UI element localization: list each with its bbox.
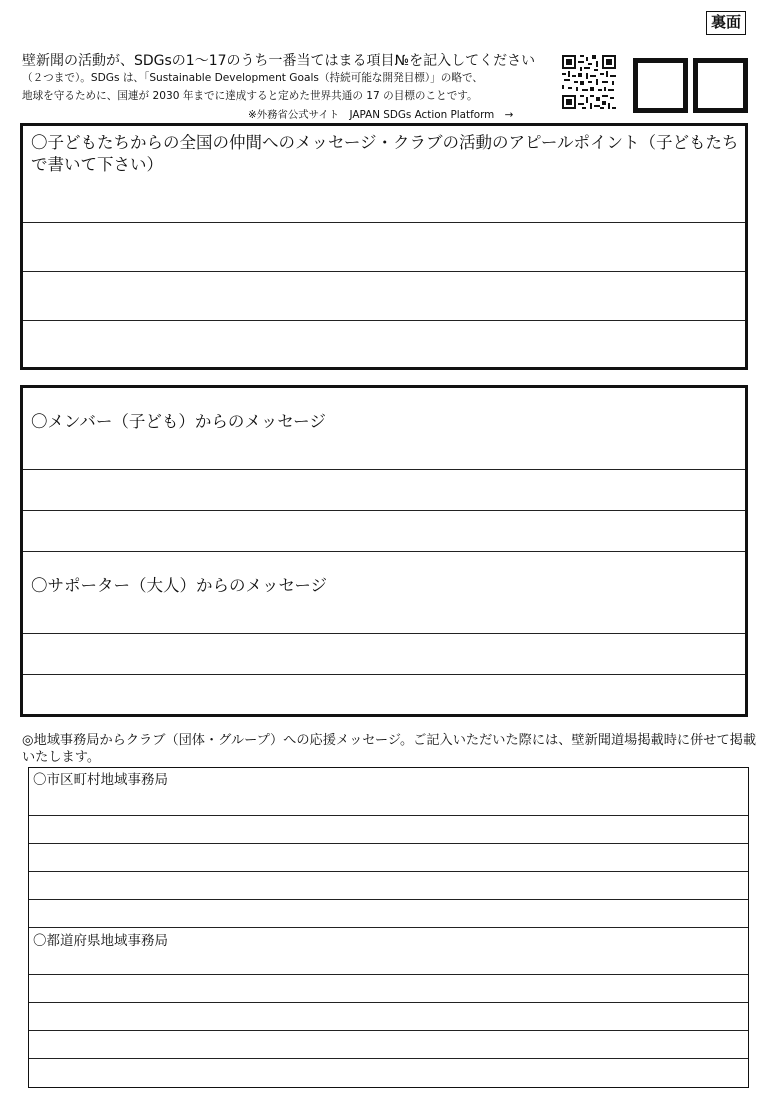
writing-line[interactable] (29, 843, 748, 844)
writing-line[interactable] (23, 469, 745, 470)
writing-line[interactable] (29, 815, 748, 816)
writing-line[interactable] (23, 510, 745, 511)
section-divider (29, 927, 748, 928)
appeal-message-section (20, 123, 748, 370)
writing-line[interactable] (29, 871, 748, 872)
writing-line[interactable] (23, 222, 745, 223)
back-side-badge: 裏面 (706, 11, 746, 35)
writing-line[interactable] (23, 271, 745, 272)
member-message-label: 〇メンバー（子ども）からのメッセージ (31, 412, 326, 431)
writing-line[interactable] (23, 674, 745, 675)
member-supporter-message-section (20, 385, 748, 717)
city-office-label: 〇市区町村地域事務局 (33, 772, 168, 788)
sdg-number-box-1[interactable] (633, 58, 688, 113)
regional-office-message-section (28, 767, 749, 1088)
sdg-number-box-2[interactable] (693, 58, 748, 113)
sdg-site-reference: ※外務省公式サイト JAPAN SDGs Action Platform → (248, 109, 514, 121)
writing-line[interactable] (23, 320, 745, 321)
writing-line[interactable] (23, 633, 745, 634)
prefecture-office-label: 〇都道府県地域事務局 (33, 933, 168, 949)
supporter-message-label: 〇サポーター（大人）からのメッセージ (31, 576, 328, 595)
writing-line[interactable] (29, 1058, 748, 1059)
regional-office-intro: ◎地域事務局からクラブ（団体・グループ）への応援メッセージ。ご記入いただいた際には、壁新聞道場掲載時に併せて掲載いたします。 (22, 733, 757, 765)
sdg-instruction-line-1: 壁新聞の活動が、SDGsの1～17のうち一番当てはまる項目№を記入してください (22, 53, 536, 69)
writing-line[interactable] (29, 974, 748, 975)
writing-line[interactable] (29, 1002, 748, 1003)
sdg-instruction-line-3: 地球を守るために、国連が 2030 年までに達成すると定めた世界共通の 17 の目標のことです。 (22, 90, 478, 102)
sdg-instruction-line-2: （２つまで）。SDGs は、「Sustainable Development Goals（持続可能な開発目標）」の略で、 (22, 72, 483, 84)
writing-line[interactable] (29, 1030, 748, 1031)
section-divider (23, 551, 745, 552)
appeal-section-label: 〇子どもたちからの全国の仲間へのメッセージ・クラブの活動のアピールポイント（子どもたちで書いて下さい） (31, 133, 739, 174)
qr-code-icon[interactable] (562, 55, 616, 109)
writing-line[interactable] (29, 899, 748, 900)
